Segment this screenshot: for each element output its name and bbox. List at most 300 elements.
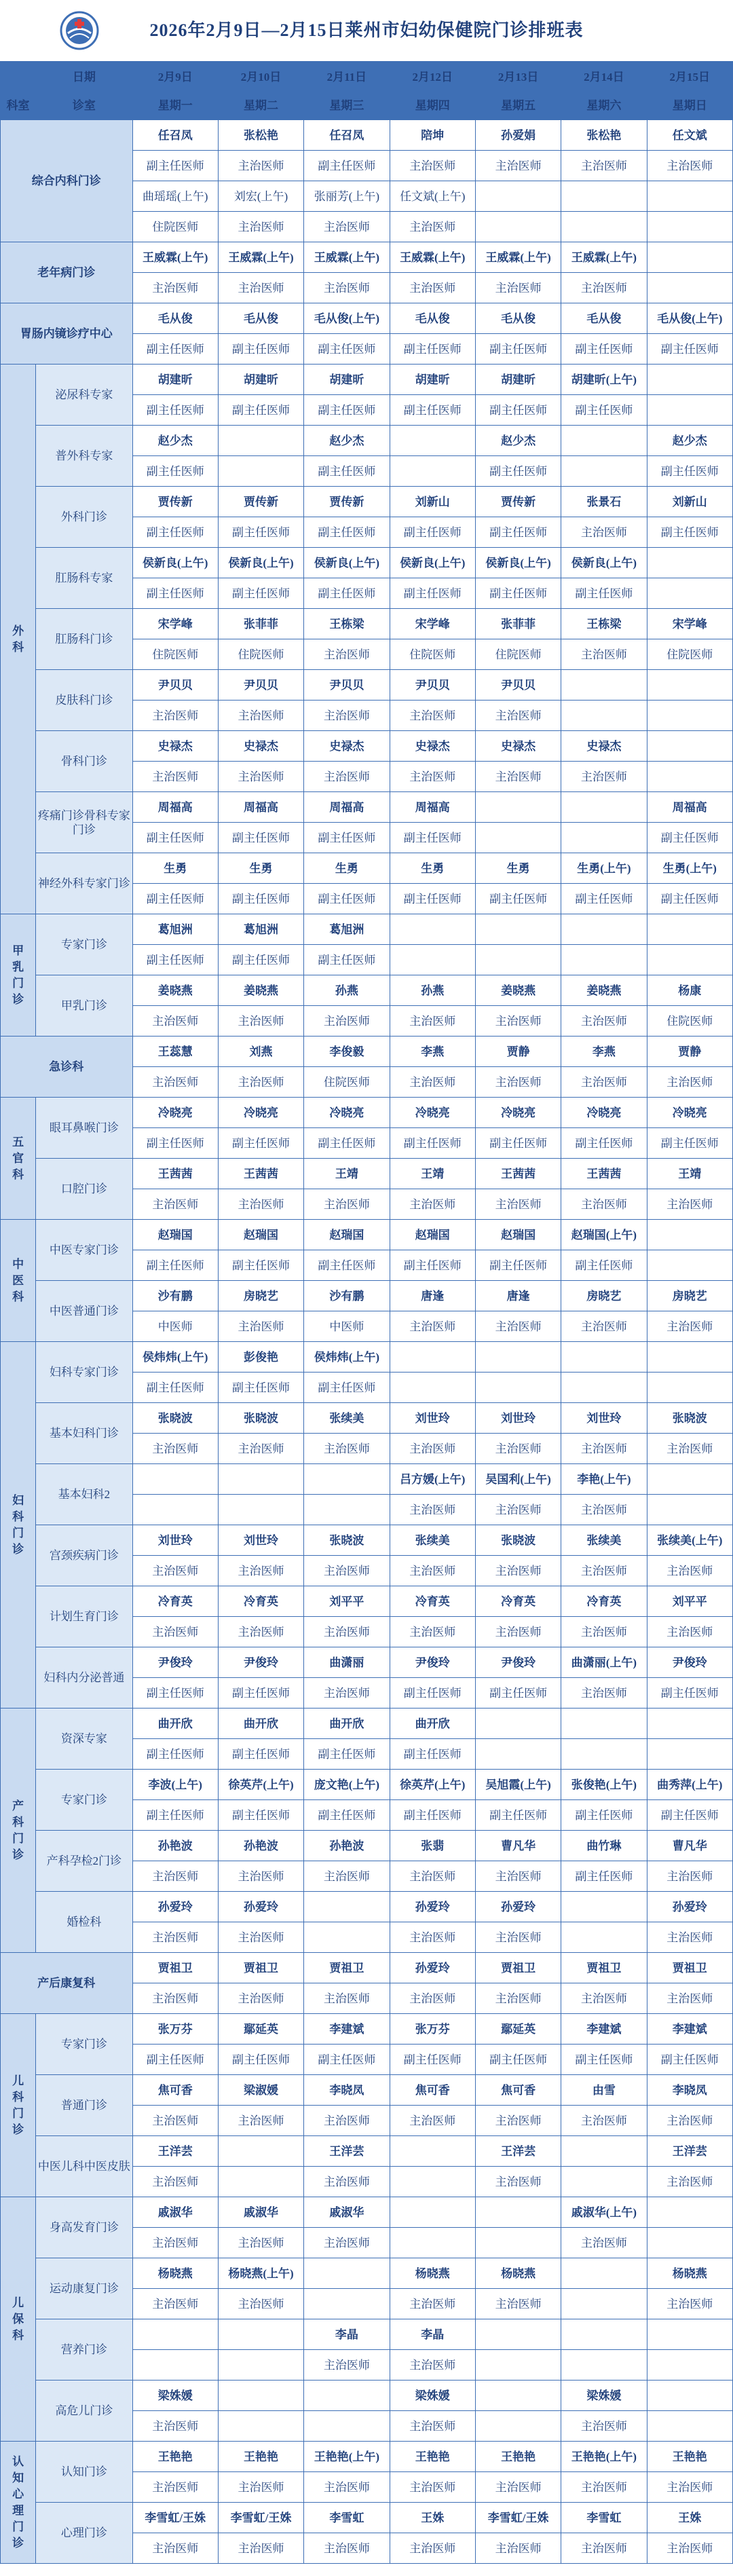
clinic-name: 中医专家门诊 (36, 1220, 132, 1281)
doctor-title-cell: 副主任医师 (132, 456, 218, 487)
doctor-title-cell: 副主任医师 (132, 395, 218, 426)
doctor-title-cell (390, 1373, 475, 1403)
doctor-title-cell: 副主任医师 (132, 823, 218, 853)
doctor-name-cell: 周福高 (390, 792, 475, 823)
doctor-name-cell: 孙爱玲 (647, 1892, 732, 1922)
doctor-name-cell: 曲潇丽 (304, 1647, 390, 1678)
doctor-name-cell: 尹贝贝 (475, 670, 561, 701)
doctor-title-cell (647, 578, 732, 609)
doctor-title-cell: 主治医师 (647, 1617, 732, 1647)
doctor-name-cell: 李建斌 (647, 2014, 732, 2045)
doctor-name-cell: 贾祖卫 (132, 1953, 218, 1983)
doctor-name-cell (475, 2197, 561, 2228)
doctor-title-cell: 主治医师 (304, 1861, 390, 1892)
doctor-name-cell: 王茜茜 (218, 1159, 303, 1189)
doctor-name-cell: 李雪虹/王姝 (218, 2503, 303, 2533)
doctor-name-cell: 张续美 (561, 1525, 647, 1556)
doctor-title-cell (561, 2350, 647, 2381)
clinic-name: 口腔门诊 (36, 1159, 132, 1220)
clinic-name: 甲乳门诊 (36, 975, 132, 1037)
doctor-title-cell: 副主任医师 (390, 395, 475, 426)
doctor-title-cell (475, 1373, 561, 1403)
doctor-title-cell: 主治医师 (132, 1983, 218, 2014)
doctor-title-cell (561, 2167, 647, 2197)
doctor-title-cell: 副主任医师 (561, 578, 647, 609)
doctor-title-cell: 主治医师 (304, 1189, 390, 1220)
doctor-title-cell: 副主任医师 (475, 1800, 561, 1831)
doctor-name-cell: 彭俊艳 (218, 1342, 303, 1373)
doctor-name-cell: 贾传新 (304, 487, 390, 517)
doctor-name-cell: 胡建昕 (475, 365, 561, 395)
doctor-name-cell: 葛旭洲 (218, 914, 303, 945)
doctor-title-cell: 主治医师 (390, 1006, 475, 1037)
doctor-name-cell: 贾传新 (132, 487, 218, 517)
date-header: 2月15日 (647, 63, 732, 92)
doctor-title-cell (647, 2411, 732, 2442)
table-row (1, 2258, 733, 2289)
doctor-title-cell: 中医师 (304, 1311, 390, 1342)
doctor-title-cell: 副主任医师 (218, 395, 303, 426)
doctor-title-cell: 主治医师 (390, 212, 475, 242)
doctor-name-cell: 杨晓燕(上午) (218, 2258, 303, 2289)
weekday-header: 星期二 (218, 92, 303, 120)
doctor-title-cell: 主治医师 (561, 2228, 647, 2258)
doctor-title-cell: 副主任医师 (304, 578, 390, 609)
doctor-name-cell (218, 1464, 303, 1495)
doctor-name-cell: 沙有鹏 (132, 1281, 218, 1311)
doctor-title-cell: 主治医师 (475, 1067, 561, 1098)
date-label: 日期 (36, 63, 132, 92)
doctor-name-cell: 沙有鹏 (304, 1281, 390, 1311)
doctor-name-cell: 史禄杰 (390, 731, 475, 762)
doctor-title-cell (132, 2350, 218, 2381)
doctor-title-cell: 副主任医师 (561, 2045, 647, 2075)
department-name: 老年病门诊 (37, 266, 96, 279)
doctor-title-cell: 主治医师 (132, 2106, 218, 2136)
doctor-title-cell (304, 2289, 390, 2319)
doctor-name-cell: 冷育英 (132, 1586, 218, 1617)
doctor-title-cell: 副主任医师 (390, 1739, 475, 1770)
doctor-name-cell (390, 2197, 475, 2228)
doctor-title-cell: 副主任医师 (304, 1250, 390, 1281)
table-row (1, 2197, 733, 2228)
doctor-title-cell (561, 701, 647, 731)
doctor-title-cell: 副主任医师 (218, 945, 303, 975)
doctor-title-cell: 主治医师 (218, 762, 303, 792)
doctor-title-cell: 副主任医师 (475, 2045, 561, 2075)
department-cell (1, 1342, 36, 1709)
doctor-name-cell (218, 2136, 303, 2167)
doctor-name-cell: 刘新山 (647, 487, 732, 517)
doctor-name-cell: 冷晓亮 (475, 1098, 561, 1128)
doctor-title-cell: 主治医师 (475, 2533, 561, 2564)
table-row (1, 1403, 733, 1434)
doctor-name-cell: 冷育英 (475, 1586, 561, 1617)
doctor-name-cell: 姜晓燕 (132, 975, 218, 1006)
clinic-name: 身高发育门诊 (36, 2197, 132, 2258)
doctor-name-cell: 李雪虹/王姝 (132, 2503, 218, 2533)
doctor-name-cell: 生勇 (132, 853, 218, 884)
doctor-name-cell (390, 426, 475, 456)
doctor-title-cell (475, 1739, 561, 1770)
doctor-name-cell: 冷育英 (218, 1586, 303, 1617)
doctor-name-cell: 杨晓燕 (475, 2258, 561, 2289)
department-name: 甲乳门诊 (12, 944, 24, 1006)
doctor-name-cell: 贾祖卫 (218, 1953, 303, 1983)
doctor-name-cell: 王艳艳(上午) (304, 2442, 390, 2472)
doctor-name-cell: 王威霖(上午) (132, 242, 218, 273)
doctor-name-cell: 宋学峰 (390, 609, 475, 639)
clinic-name: 心理门诊 (36, 2503, 132, 2564)
doctor-name-cell: 冷晓亮 (561, 1098, 647, 1128)
doctor-name-cell: 王威霖(上午) (561, 242, 647, 273)
doctor-title-cell: 主治医师 (390, 1067, 475, 1098)
doctor-title-cell: 主治医师 (647, 1434, 732, 1464)
doctor-title-cell: 主治医师 (475, 762, 561, 792)
doctor-name-cell: 李晶 (390, 2319, 475, 2350)
doctor-name-cell (647, 914, 732, 945)
doctor-name-cell: 毛从俊(上午) (647, 303, 732, 334)
doctor-title-cell: 副主任医师 (475, 1128, 561, 1159)
doctor-title-cell: 主治医师 (218, 1434, 303, 1464)
doctor-name-cell: 王洋芸 (475, 2136, 561, 2167)
doctor-name-cell: 孙爱玲 (475, 1892, 561, 1922)
doctor-title-cell: 副主任医师 (561, 1800, 647, 1831)
clinic-name: 运动康复门诊 (36, 2258, 132, 2319)
doctor-title-cell: 主治医师 (304, 1006, 390, 1037)
doctor-title-cell: 主治医师 (475, 1617, 561, 1647)
table-row (1, 1647, 733, 1678)
doctor-title-cell: 主治医师 (475, 2472, 561, 2503)
table-row (1, 1892, 733, 1922)
doctor-name-cell: 冷育英 (561, 1586, 647, 1617)
doctor-title-cell: 主治医师 (132, 1861, 218, 1892)
doctor-title-cell: 主治医师 (132, 762, 218, 792)
doctor-name-cell (647, 365, 732, 395)
doctor-title-cell: 主治医师 (647, 1189, 732, 1220)
doctor-title-cell: 主治医师 (304, 2350, 390, 2381)
doctor-title-cell: 中医师 (132, 1311, 218, 1342)
table-row (1, 2136, 733, 2167)
table-row (1, 242, 733, 273)
department-name: 胃肠内镜诊疗中心 (20, 327, 113, 340)
doctor-title-cell: 主治医师 (647, 2472, 732, 2503)
doctor-name-cell: 房晓艺 (218, 1281, 303, 1311)
doctor-name-cell: 焦可香 (132, 2075, 218, 2106)
doctor-name-cell: 徐英芹(上午) (218, 1770, 303, 1800)
doctor-name-cell: 刘世玲 (561, 1403, 647, 1434)
doctor-name-cell: 赵瑞国 (475, 1220, 561, 1250)
doctor-name-cell: 李燕 (390, 1037, 475, 1067)
doctor-name-cell: 李雪虹/王姝 (475, 2503, 561, 2533)
doctor-name-cell (218, 426, 303, 456)
doctor-title-cell: 主治医师 (390, 762, 475, 792)
doctor-name-cell: 杨晓燕 (390, 2258, 475, 2289)
table-row (1, 1953, 733, 1983)
doctor-name-cell: 胡建昕(上午) (561, 365, 647, 395)
clinic-name: 产科孕检2门诊 (36, 1831, 132, 1892)
table-row (1, 914, 733, 945)
doctor-name-cell: 曲开欣 (304, 1709, 390, 1739)
doctor-title-cell: 主治医师 (304, 1983, 390, 2014)
doctor-title-cell: 主治医师 (475, 1556, 561, 1586)
doctor-title-cell: 主治医师 (390, 1311, 475, 1342)
doctor-title-cell: 主治医师 (132, 1434, 218, 1464)
doctor-title-cell: 副主任医师 (304, 884, 390, 914)
doctor-name-cell: 贾祖卫 (304, 1953, 390, 1983)
doctor-name-cell: 贾传新 (218, 487, 303, 517)
doctor-title-cell: 副主任医师 (647, 456, 732, 487)
doctor-name-cell: 史禄杰 (561, 731, 647, 762)
doctor-title-cell: 主治医师 (132, 2289, 218, 2319)
doctor-title-cell (561, 2289, 647, 2319)
doctor-name-cell: 杨晓燕 (647, 2258, 732, 2289)
doctor-title-cell: 主治医师 (132, 1189, 218, 1220)
doctor-name-cell: 唐逢 (390, 1281, 475, 1311)
doctor-name-cell: 史禄杰 (218, 731, 303, 762)
doctor-name-cell: 吴国利(上午) (475, 1464, 561, 1495)
doctor-title-cell: 主治医师 (390, 273, 475, 303)
doctor-title-cell: 主治医师 (561, 1556, 647, 1586)
doctor-name-cell: 胡建昕 (304, 365, 390, 395)
doctor-name-cell (647, 1342, 732, 1373)
doctor-name-cell: 葛旭洲 (304, 914, 390, 945)
doctor-name-cell (132, 1464, 218, 1495)
doctor-name-cell: 房晓艺 (647, 1281, 732, 1311)
department-cell (1, 914, 36, 1037)
doctor-name-cell: 胡建昕 (218, 365, 303, 395)
doctor-name-cell: 王威霖(上午) (390, 242, 475, 273)
doctor-title-cell (561, 181, 647, 212)
doctor-name-cell: 刘燕 (218, 1037, 303, 1067)
doctor-name-cell: 王栋梁 (561, 609, 647, 639)
doctor-title-cell: 副主任医师 (304, 1800, 390, 1831)
doctor-name-cell: 孙爱玲 (390, 1892, 475, 1922)
doctor-name-cell: 周福高 (304, 792, 390, 823)
clinic-name: 基本妇科门诊 (36, 1403, 132, 1464)
doctor-name-cell (647, 2197, 732, 2228)
doctor-title-cell: 主治医师 (561, 1678, 647, 1709)
doctor-title-cell: 副主任医师 (304, 151, 390, 181)
doctor-name-cell: 宋学峰 (132, 609, 218, 639)
doctor-name-cell: 胡建昕 (390, 365, 475, 395)
doctor-title-cell: 主治医师 (218, 2472, 303, 2503)
doctor-name-cell: 王茜茜 (561, 1159, 647, 1189)
doctor-title-cell: 主治医师 (561, 2533, 647, 2564)
doctor-title-cell: 主治医师 (475, 1922, 561, 1953)
doctor-title-cell: 主治医师 (218, 2533, 303, 2564)
doctor-title-cell: 主治医师 (475, 2289, 561, 2319)
doctor-name-cell: 鄢延英 (475, 2014, 561, 2045)
doctor-title-cell: 主治医师 (647, 1311, 732, 1342)
department-cell (1, 1098, 36, 1220)
doctor-name-cell: 尹贝贝 (132, 670, 218, 701)
doctor-title-cell: 副主任医师 (132, 1800, 218, 1831)
doctor-title-cell: 主治医师 (218, 212, 303, 242)
doctor-name-cell: 戚淑华 (218, 2197, 303, 2228)
clinic-name: 中医普通门诊 (36, 1281, 132, 1342)
doctor-title-cell: 主治医师 (390, 1922, 475, 1953)
doctor-name-cell: 侯新良(上午) (475, 548, 561, 578)
clinic-name: 泌尿科专家 (36, 365, 132, 426)
doctor-name-cell: 周福高 (647, 792, 732, 823)
doctor-name-cell: 曲竹琳 (561, 1831, 647, 1861)
doctor-name-cell: 王艳艳 (218, 2442, 303, 2472)
doctor-name-cell: 赵瑞国 (132, 1220, 218, 1250)
doctor-title-cell: 副主任医师 (475, 456, 561, 487)
doctor-title-cell: 主治医师 (475, 1311, 561, 1342)
doctor-title-cell: 副主任医师 (390, 1800, 475, 1831)
doctor-title-cell: 住院医师 (304, 1067, 390, 1098)
doctor-title-cell (647, 2228, 732, 2258)
doctor-name-cell (561, 1342, 647, 1373)
department-cell (1, 2014, 36, 2197)
doctor-name-cell: 庞文艳(上午) (304, 1770, 390, 1800)
doctor-title-cell: 主治医师 (304, 1678, 390, 1709)
doctor-name-cell: 孙艳波 (132, 1831, 218, 1861)
department-name: 五官科 (12, 1135, 24, 1181)
doctor-name-cell (475, 1709, 561, 1739)
doctor-title-cell: 主治医师 (390, 2411, 475, 2442)
doctor-title-cell: 主治医师 (647, 1983, 732, 2014)
table-row (1, 731, 733, 762)
doctor-name-cell: 戚淑华(上午) (561, 2197, 647, 2228)
doctor-name-cell: 尹俊玲 (647, 1647, 732, 1678)
doctor-name-cell: 张翡 (390, 1831, 475, 1861)
doctor-name-cell: 毛从俊 (475, 303, 561, 334)
doctor-title-cell: 主治医师 (304, 2228, 390, 2258)
doctor-name-cell: 侯新良(上午) (561, 548, 647, 578)
table-row (1, 1281, 733, 1311)
doctor-name-cell: 毛从俊(上午) (304, 303, 390, 334)
doctor-title-cell: 副主任医师 (304, 334, 390, 365)
doctor-name-cell: 王茜茜 (132, 1159, 218, 1189)
table-row (1, 1098, 733, 1128)
department-name: 急诊科 (49, 1060, 84, 1073)
doctor-title-cell: 主治医师 (304, 2167, 390, 2197)
department-cell (1, 303, 133, 365)
doctor-title-cell: 副主任医师 (647, 823, 732, 853)
doctor-name-cell (647, 548, 732, 578)
doctor-name-cell: 尹贝贝 (304, 670, 390, 701)
doctor-name-cell: 吕方媛(上午) (390, 1464, 475, 1495)
doctor-name-cell: 由雪 (561, 2075, 647, 2106)
doctor-name-cell: 王洋芸 (304, 2136, 390, 2167)
clinic-name: 专家门诊 (36, 2014, 132, 2075)
doctor-title-cell: 副主任医师 (132, 517, 218, 548)
doctor-name-cell: 梁淑媛 (218, 2075, 303, 2106)
doctor-title-cell: 主治医师 (132, 2228, 218, 2258)
doctor-name-cell (647, 731, 732, 762)
department-name: 产后康复科 (37, 1977, 96, 1990)
doctor-name-cell: 宋学峰 (647, 609, 732, 639)
doctor-title-cell: 主治医师 (475, 151, 561, 181)
doctor-title-cell: 副主任医师 (132, 2045, 218, 2075)
table-row (1, 975, 733, 1006)
doctor-title-cell: 副主任医师 (132, 884, 218, 914)
doctor-name-cell: 曲开欣 (390, 1709, 475, 1739)
date-header: 2月10日 (218, 63, 303, 92)
doctor-title-cell: 住院医师 (218, 639, 303, 670)
doctor-name-cell: 尹贝贝 (218, 670, 303, 701)
doctor-name-cell: 焦可香 (475, 2075, 561, 2106)
doctor-name-cell (647, 2381, 732, 2411)
clinic-name: 皮肤科门诊 (36, 670, 132, 731)
doctor-title-cell: 主治医师 (561, 1983, 647, 2014)
doctor-title-cell (561, 456, 647, 487)
doctor-title-cell (390, 2228, 475, 2258)
doctor-title-cell: 副主任医师 (218, 2045, 303, 2075)
doctor-name-cell: 曲潇丽(上午) (561, 1647, 647, 1678)
department-name: 儿科门诊 (12, 2074, 24, 2136)
department-name: 中医科 (12, 1257, 24, 1303)
doctor-name-cell: 曲开欣 (218, 1709, 303, 1739)
doctor-name-cell (390, 2136, 475, 2167)
doctor-title-cell: 主治医师 (390, 2472, 475, 2503)
doctor-title-cell (475, 212, 561, 242)
doctor-name-cell: 刘平平 (304, 1586, 390, 1617)
doctor-title-cell: 副主任医师 (218, 1373, 303, 1403)
doctor-title-cell: 主治医师 (132, 1006, 218, 1037)
doctor-name-cell: 梁姝媛 (390, 2381, 475, 2411)
doctor-title-cell: 主治医师 (390, 2533, 475, 2564)
doctor-title-cell (647, 945, 732, 975)
doctor-title-cell: 住院医师 (475, 639, 561, 670)
doctor-title-cell: 主治医师 (390, 2289, 475, 2319)
doctor-title-cell: 副主任医师 (561, 1128, 647, 1159)
doctor-name-cell: 冷晓亮 (647, 1098, 732, 1128)
doctor-title-cell: 主治医师 (475, 2167, 561, 2197)
doctor-title-cell: 主治医师 (218, 1556, 303, 1586)
doctor-title-cell: 副主任医师 (390, 823, 475, 853)
doctor-name-cell (647, 1709, 732, 1739)
doctor-name-cell: 冷晓亮 (304, 1098, 390, 1128)
doctor-title-cell: 主治医师 (390, 2350, 475, 2381)
table-row (1, 548, 733, 578)
doctor-title-cell (647, 1250, 732, 1281)
table-row (1, 1586, 733, 1617)
department-cell (1, 365, 36, 914)
doctor-name-cell: 李燕 (561, 1037, 647, 1067)
doctor-title-cell: 副主任医师 (475, 578, 561, 609)
doctor-name-cell: 王艳艳 (647, 2442, 732, 2472)
doctor-title-cell (647, 181, 732, 212)
doctor-name-cell: 尹俊玲 (390, 1647, 475, 1678)
doctor-title-cell: 副主任医师 (475, 517, 561, 548)
doctor-title-cell (390, 2167, 475, 2197)
doctor-title-cell: 副主任医师 (218, 334, 303, 365)
doctor-title-cell: 主治医师 (304, 701, 390, 731)
doctor-name-cell: 张景石 (561, 487, 647, 517)
doctor-name-cell: 张晓波 (218, 1403, 303, 1434)
doctor-name-cell: 张续美(上午) (647, 1525, 732, 1556)
department-cell (1, 242, 133, 303)
doctor-title-cell: 主治医师 (218, 273, 303, 303)
doctor-title-cell: 主治医师 (218, 701, 303, 731)
table-row (1, 2503, 733, 2533)
doctor-name-cell: 赵瑞国 (304, 1220, 390, 1250)
department-name: 认知心理门诊 (12, 2454, 24, 2550)
doctor-title-cell: 主治医师 (647, 1556, 732, 1586)
department-cell (1, 1037, 133, 1098)
doctor-name-cell: 贾静 (647, 1037, 732, 1067)
doctor-title-cell: 副主任医师 (218, 884, 303, 914)
clinic-name: 肛肠科专家 (36, 548, 132, 609)
doctor-name-cell: 李艳(上午) (561, 1464, 647, 1495)
department-cell (1, 1953, 133, 2014)
doctor-title-cell (475, 2411, 561, 2442)
doctor-title-cell (218, 2411, 303, 2442)
